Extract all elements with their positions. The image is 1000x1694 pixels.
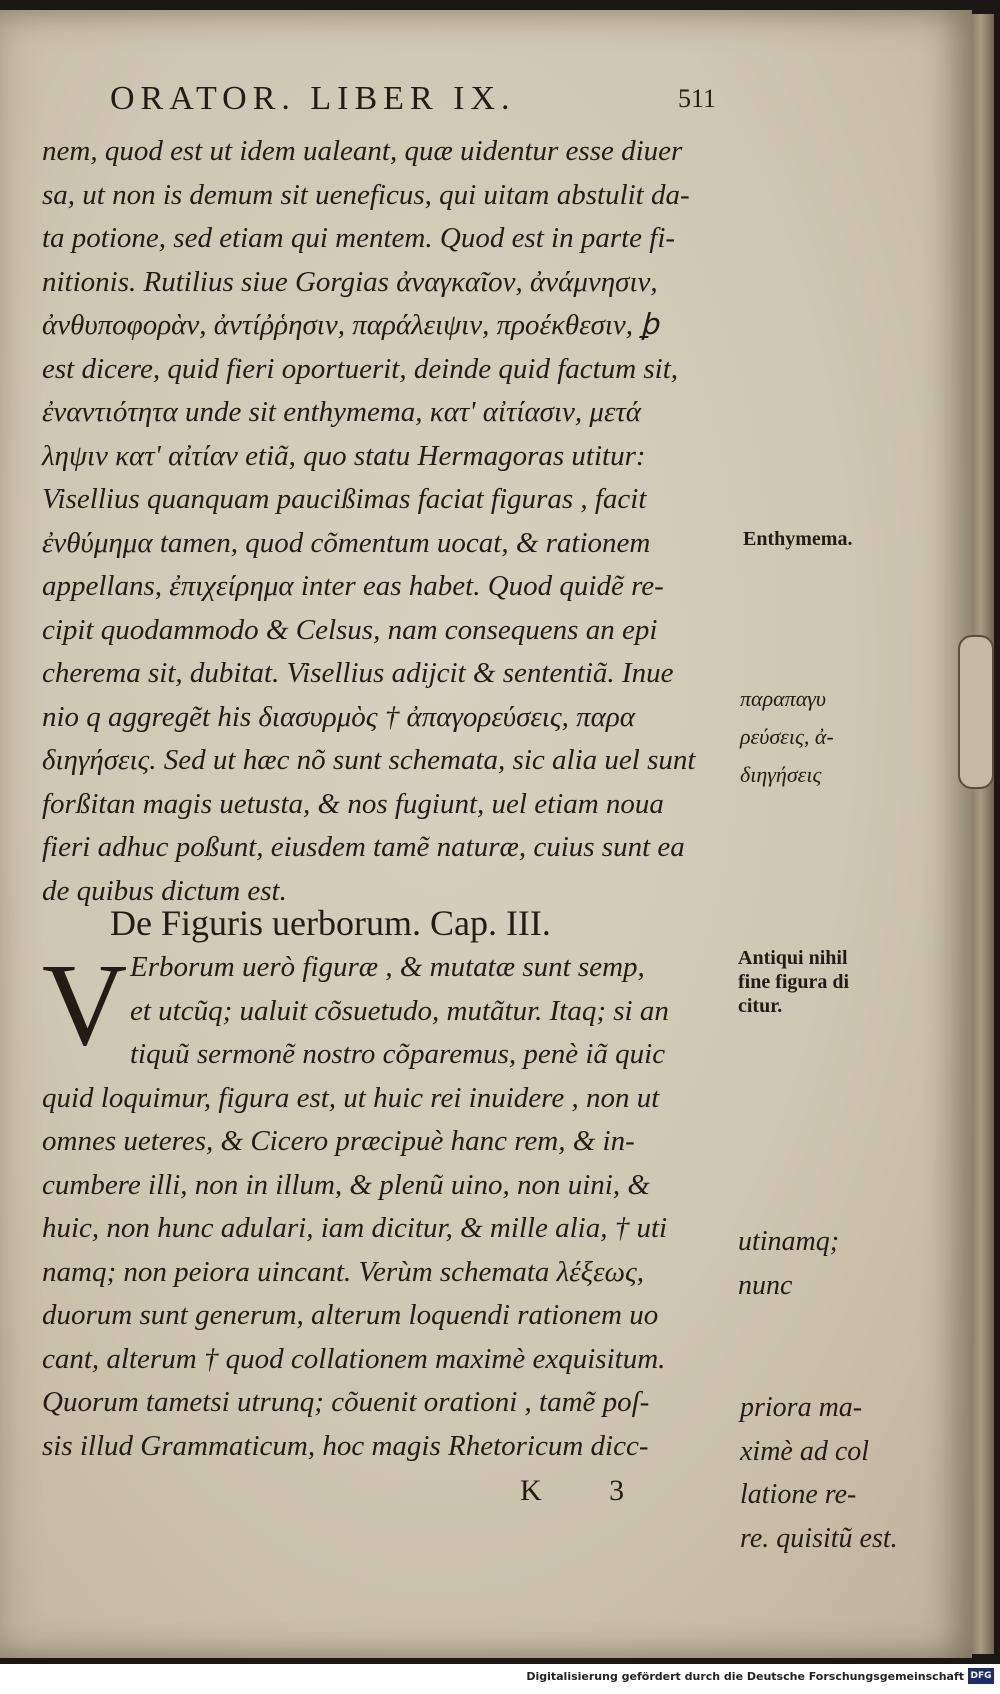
text-line: forßitan magis uetusta, & nos fugiunt, uel etiam noua [42, 787, 664, 820]
marginal-line: nunc [738, 1269, 793, 1301]
text-line: cant, alterum † quod collationem maximè exquisitum. [42, 1342, 666, 1375]
text-line: omnes ueteres, & Cicero præcipuè hanc rem, & in- [42, 1125, 635, 1157]
text-line: nitionis. Rutilius siue Gorgias ἀναγκαῖον, ἀνάμνησιν, [42, 265, 658, 298]
signature-mark: K 3 [520, 1474, 655, 1507]
page-number: 511 [678, 84, 717, 113]
text-line: tiquũ sermonẽ nostro cõparemus, penè iã quic [130, 1038, 666, 1070]
page-edge [972, 14, 994, 1654]
text-line: sa, ut non is demum sit ueneficus, qui uitam abstulit da- [42, 178, 690, 211]
text-line: ta potione, sed etiam qui mentem. Quod est in parte fi- [42, 222, 676, 254]
marginal-line: ρεύσεις, ἀ- [740, 724, 834, 749]
text-line: nio q aggregẽt his διασυρμὸς † ἀπαγορεύσεις, παρα [42, 700, 636, 733]
text-line: Quorum tametsi utrunq; cõuenit orationi , tamẽ poſ- [42, 1386, 650, 1418]
text-line: διηγήσεις. Sed ut hæc nõ sunt schemata, sic alia uel sunt [42, 744, 696, 776]
text-line: fieri adhuc poßunt, eiusdem tamẽ naturæ, cuius sunt ea [42, 831, 685, 863]
text-line: huic, non hunc adulari, iam dicitur, & mille alia, † uti [42, 1212, 668, 1244]
marginal-line: διηγήσεις [740, 762, 822, 787]
text-line: nem, quod est ut idem ualeant, quæ uidentur esse diuer [42, 135, 683, 167]
text-line: appellans, ἐπιχείρημα inter eas habet. Quod quidẽ re- [42, 570, 664, 602]
funding-credit: Digitalisierung gefördert durch die Deutsche Forschungsgemeinschaft [526, 1670, 964, 1683]
marginal-line: citur. [738, 995, 783, 1017]
text-line: cherema sit, dubitat. Visellius adijcit & sententiã. Inue [42, 657, 674, 689]
marginal-line: priora ma- [740, 1392, 863, 1423]
marginal-note-greek [740, 680, 834, 794]
text-line: Erborum uerò figuræ , & mutatæ sunt semp, [130, 951, 645, 983]
text-line: cipit quodammodo & Celsus, nam consequens an epi [42, 613, 658, 646]
text-line: ληψιν κατ' αἰτίαν etiã, quo statu Hermagoras utitur: [42, 439, 646, 472]
page-tab-marker [958, 635, 994, 789]
running-head: ORATOR. LIBER IX. [110, 80, 516, 117]
text-line: duorum sunt generum, alterum loquendi rationem uo [42, 1299, 659, 1331]
marginal-note-variants [738, 1220, 839, 1307]
text-line: ἐνθύμημα tamen, quod cõmentum uocat, & rationem [42, 526, 651, 559]
marginal-line: utinamq; [738, 1226, 840, 1257]
marginal-note-antiqui [738, 946, 849, 1018]
text-line: sis illud Grammaticum, hoc magis Rhetoricum dicc- [42, 1429, 649, 1462]
dfg-logo: DFG [968, 1668, 994, 1684]
chapter-title: De Figuris uerborum. Cap. III. [110, 903, 551, 943]
text-line: quid loquimur, figura est, ut huic rei inuidere , non ut [42, 1081, 660, 1114]
text-line: de quibus dictum est. [42, 874, 287, 907]
marginal-line: latione re- [740, 1479, 857, 1510]
marginal-line: fine figura di [738, 971, 850, 993]
marginal-line: Antiqui nihil [738, 947, 848, 969]
text-line: ἀνθυποφορὰν, ἀντίῤῥησιν, παράλειψιν, προέκθεσιν, ꝧ [42, 309, 659, 341]
drop-capital: V [42, 939, 128, 1070]
text-line: namq; non peiora uincant. Verùm schemata λέξεως, [42, 1255, 645, 1288]
text-line: Visellius quanquam paucißimas faciat figuras , facit [42, 483, 647, 515]
text-line: est dicere, quid fieri oportuerit, deinde quid factum sit, [42, 352, 679, 385]
marginal-note-priora [740, 1386, 898, 1560]
marginal-line: ximè ad col [740, 1435, 870, 1467]
marginal-line: re. quisitũ est. [740, 1522, 898, 1554]
text-line: et utcũq; ualuit cõsuetudo, mutãtur. Itaq; si an [130, 994, 669, 1027]
body-text-part2 [42, 939, 742, 1468]
marginal-note-enthymema: Enthymema. [743, 528, 853, 550]
text-line: ἐναντιότητα unde sit enthymema, κατ' αἰτίασιν, μετά [42, 396, 642, 428]
text-line: cumbere illi, non in illum, & plenũ uino, non uini, & [42, 1168, 650, 1201]
body-text-part1 [42, 130, 742, 913]
marginal-line: παραπαγυ [740, 686, 827, 711]
